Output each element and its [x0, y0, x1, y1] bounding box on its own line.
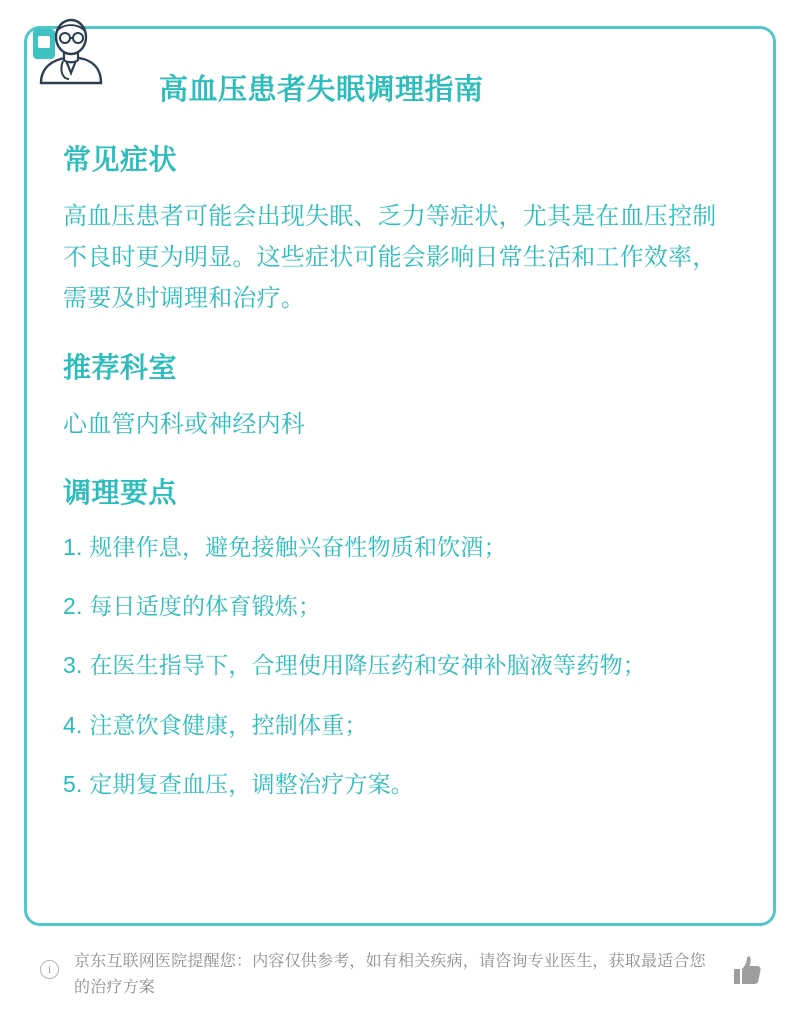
section-body-department: 心血管内科或神经内科	[63, 410, 305, 438]
info-circle-icon: i	[40, 960, 59, 979]
list-item: 规律作息，避免接触兴奋性物质和饮酒；	[89, 533, 507, 560]
doctor-avatar-icon	[33, 13, 107, 87]
footer-disclaimer	[40, 944, 760, 1006]
section-body-symptoms: 高血压患者可能会出现失眠、乏力等症状，尤其是在血压控制不良时更为明显。这些症状可能会影响日常生活和工作效率，需要及时调理和治疗。	[63, 202, 717, 313]
list-item: 每日适度的体育锻炼；	[89, 593, 322, 620]
page-title: 高血压患者失眠调理指南	[159, 74, 484, 106]
tips-list	[63, 529, 737, 803]
disclaimer-text: 京东互联网医院提醒您：内容仅供参考，如有相关疾病，请咨询专业医生，获取最适合您的治疗方案	[74, 953, 706, 996]
list-item: 注意饮食健康，控制体重；	[89, 711, 368, 738]
list-item: 在医生指导下，合理使用降压药和安神补脑液等药物；	[89, 652, 646, 679]
list-item: 定期复查血压，调整治疗方案。	[89, 770, 414, 797]
section-heading-symptoms: 常见症状	[63, 143, 178, 175]
guide-card	[24, 26, 776, 926]
section-heading-tips: 调理要点	[63, 476, 178, 508]
section-heading-department: 推荐科室	[63, 351, 178, 383]
thumbs-up-icon[interactable]	[730, 954, 764, 988]
